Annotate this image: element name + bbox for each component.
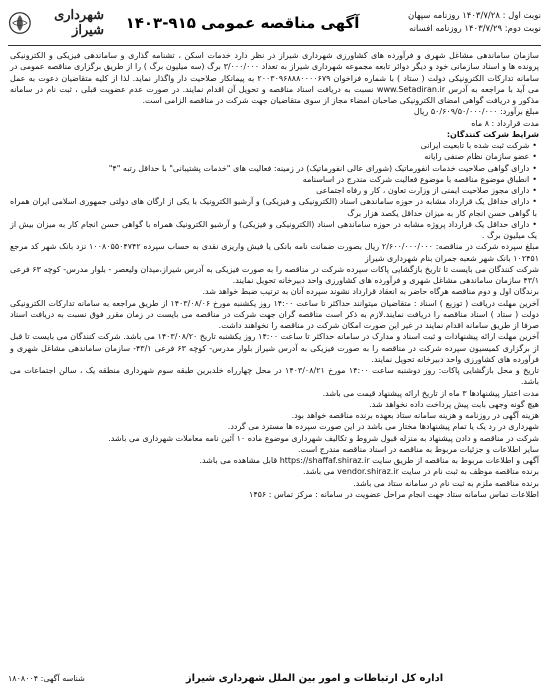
submit-deadline-paragraph: آخرین مهلت ارائه پیشنهادات و ثبت اسناد و مدارک در سامانه حداکثر تا ساعت ۱۴:۰۰ روز یکشنبه تاریخ ۱۴۰۳/۰۸/۲۰ می باشد. شرکت کنندگان می بایست تا قبل از برگزاری کمیسیون سپرده شرکت در مناقصه را به صورت فیزیکی به آدرس شیراز بلوار مدرس- کوچه ۶۳ فرعی ۴۳/۱- سازمان ساماندهی مشاغل شهری و فرآورده های کشاورزی واحد دبیرخانه تحویل نمایند. bbox=[10, 332, 540, 364]
other-info-line: سایر اطلاعات و جزئیات مربوط به مناقصه در اسناد مناقصه مندرج است. bbox=[297, 444, 539, 454]
ad-body bbox=[8, 46, 541, 500]
emblem-icon bbox=[8, 8, 32, 38]
shaffaf-site-line: آگهی و اطلاعات مربوط به مناقصه از طریق سایت https://shaffaf.shiraz.ir قابل مشاهده می باشد. bbox=[199, 456, 539, 465]
condition-item: • شرکت ثبت شده با تابعیت ایرانی bbox=[10, 140, 537, 151]
condition-item: • دارای گواهی صلاحیت خدمات انفورماتیک (شورای عالی انفورماتیک) در زمینه: فعالیت های "خدمات پشتیبانی" با حداقل رتبه "۴" bbox=[10, 163, 537, 174]
ad-title: آگهی مناقصه عمومی ۹۱۵-۱۴۰۳ bbox=[125, 14, 360, 32]
duration-line: مدت قرارداد : ۸ ماه bbox=[471, 118, 539, 128]
conditions-list bbox=[10, 140, 539, 241]
condition-item: • دارای حداقل یک قرارداد پروژه مشابه در حوزه ساماندهی اسناد (الکترونیکی و فیزیکی) و آرشیو الکترونیک همراه با گواهی حسن انجام کار به میزان بیش از یک میلیون برگ . bbox=[10, 219, 537, 242]
receipt-deadline-paragraph: آخرین مهلت دریافت ( توزیع ) اسناد : متقاضیان میتوانند حداکثر تا ساعت ۱۴:۰۰ روز یکشنبه مورخ ۱۴۰۳/۰۸/۰۶ از طریق مراجعه به سامانه تدارکات الکترونیکی دولت ( ستاد ) اسناد مناقصه را دریافت نمایند.لازم به ذکر است مناقصه گران جهت شرکت در مناقصه می بایست در زمان مقرر فوق نسبت به دریافت اسناد صرفا از طریق سامانه اقدام نمایند در غیر این صورت امکان شرکت در مناقصه را نخواهند داشت. bbox=[10, 298, 539, 330]
ad-cost-line: هزینه آگهی در روزنامه و هزینه سامانه ستاد بعهده برنده مناقصه خواهد بود. bbox=[291, 411, 539, 420]
publication-date-second: نوبت دوم: ۱۴۰۳/۷/۲۹ روزنامه افسانه bbox=[409, 24, 541, 34]
logo-text: شهرداری شیراز bbox=[54, 8, 104, 38]
conditions-title: شرایط شرکت کنندگان: bbox=[446, 129, 539, 139]
deliver-paragraph: شرکت کنندگان می بایست تا تاریخ بازگشایی پاکات سپرده شرکت در مناقصه را به صورت فیزیکی به آدرس شیراز،میدان ولیعصر - بلوار مدرس- کوچه ۶۳ فرعی ۴۳/۱ سازمان ساماندهی مشاغل شهری و فرآورده های کشاورزی واحد دبیرخانه تحویل نمایند. bbox=[10, 264, 539, 285]
guarantee-paragraph: مبلغ سپرده شرکت در مناقصه: ۲/۶۰۰/۰۰۰/۰۰۰ ریال بصورت ضمانت نامه بانکی یا فیش واریزی نقدی به حساب سپرده ۱۰۰۸۰۵۵۰۴۷۴۲ نزد بانک شهر کد مرجع ۱۰۲۴۵۱ بانک شهر شعبه جمران بنام شهرداری شیراز bbox=[10, 242, 540, 263]
ad-footer bbox=[8, 673, 541, 684]
ad-id-code: شناسه آگهی: ۱۸۰۸۰۰۴ bbox=[8, 674, 85, 683]
condition-item: • عضو سازمان نظام صنفی رایانه bbox=[10, 151, 537, 162]
opening-paragraph: تاریخ و محل بازگشایی پاکات: روز دوشنبه ساعت ۱۴:۰۰ مورخ ۱۴۰۳/۰۸/۲۱ در محل چهارراه خلدبرین طبقه سوم شهرداری منطقه یک ، سالن اجتماعات می باشد. bbox=[10, 366, 540, 387]
budget-line: مبلغ برآورد: ۵۰/۶۰۹/۵۰/۰۰۰/۰۰۰ ریال bbox=[413, 107, 539, 117]
issuer-signature: اداره کل ارتباطات و امور بین الملل شهرداری شیراز bbox=[185, 673, 444, 684]
validity-line: مدت اعتبار پیشنهادها ۳ ماه از تاریخ ارائه پیشنهاد قیمت می باشد. bbox=[322, 388, 539, 398]
ad-header bbox=[8, 4, 541, 46]
contact-line: اطلاعات تماس سامانه ستاد جهت انجام مراحل عضویت در سامانه : مرکز تماس : ۱۴۵۶ bbox=[249, 489, 539, 499]
publication-dates bbox=[381, 10, 541, 36]
winners-paragraph: برندگان اول و دوم مناقصه هرگاه حاضر به انعقاد قرارداد نشوند سپرده آنان به ترتیب ضبط خواهد شد. bbox=[202, 287, 539, 297]
reject-line: شهرداری در رد یک یا تمام پیشنهادها مختار می باشد در این صورت سپرده ها مسترد می گردد. bbox=[227, 422, 539, 432]
condition-item: • انطباق موضوع مناقصه با موضوع فعالیت شرکت مندرج در اساسنامه bbox=[10, 174, 537, 185]
intro-paragraph: سازمان ساماندهی مشاغل شهری و فرآورده های کشاورزی شهرداری شیراز در نظر دارد خدمات اسکن ، تشنامه گذاری و ساماندهی فیزیکی و الکترونیکی پرونده ها و اسناد سازمانی خود و دیگر دوائر تابعه مجموعه شهرداری شیراز به تعداد ۳/۰۰۰/۰۰۰ برگ (سه میلیون برگ ) را از طریق برگزاری مناقصه عمومی در سامانه تدارکات الکترونیکی دولت ( ستاد ) با شماره فراخوان ۲۰۰۳۰۹۶۸۸۸۰۰۰۰۶۷۹ به پیمانکار صلاحیت دار واگذار نماید. لذا از کلیه متقاضیان دعوت به عمل می آید با مراجعه به آدرس www.Setadiran.ir نسبت به دریافت اسناد مناقصه و تحویل آن اقدام نمایند. در صورت عدم عضویت قبلی ، ثبت نام در سامانه مذکور و دریافت گواهی امضای الکترونیکی صاحبان امضاء مجاز از سوی متقاضیان جهت شرکت در مناقصه الزامی است. bbox=[10, 51, 540, 105]
acceptance-line: شرکت در مناقصه و دادن پیشنهاد به منزله قبول شروط و تکالیف شهرداری موضوع ماده ۱۰ آئین نامه معاملات شهرداری می باشد. bbox=[108, 433, 539, 443]
condition-item: • دارای مجوز صلاحیت ایمنی از وزارت تعاون ، کار و رفاه اجتماعی bbox=[10, 185, 537, 196]
vendor-site-line: برنده مناقصه موظف به ثبت نام در سایت vendor.shiraz.ir می باشد. bbox=[303, 467, 539, 477]
setad-register-line: برنده مناقصه ملزم به ثبت نام در سامانه ستاد می باشد. bbox=[353, 478, 539, 488]
publication-date-first: نوبت اول : ۱۴۰۳/۷/۲۸ روزنامه سپهان bbox=[407, 11, 541, 21]
shiraz-municipality-logo bbox=[8, 8, 104, 38]
condition-item: • دارای حداقل یک قرارداد مشابه در حوزه ساماندهی اسناد (الکترونیکی و فیزیکی) و آرشیو الکترونیک با یکی از ارگان های دولتی جمهوری اسلامی ایران همراه با گواهی حسن انجام کار به میزان حداقل یکصد هزار برگ bbox=[10, 196, 537, 219]
no-payment-line: هیچ گونه وجهی بابت پیش پرداخت داده نخواهد شد. bbox=[369, 399, 539, 409]
